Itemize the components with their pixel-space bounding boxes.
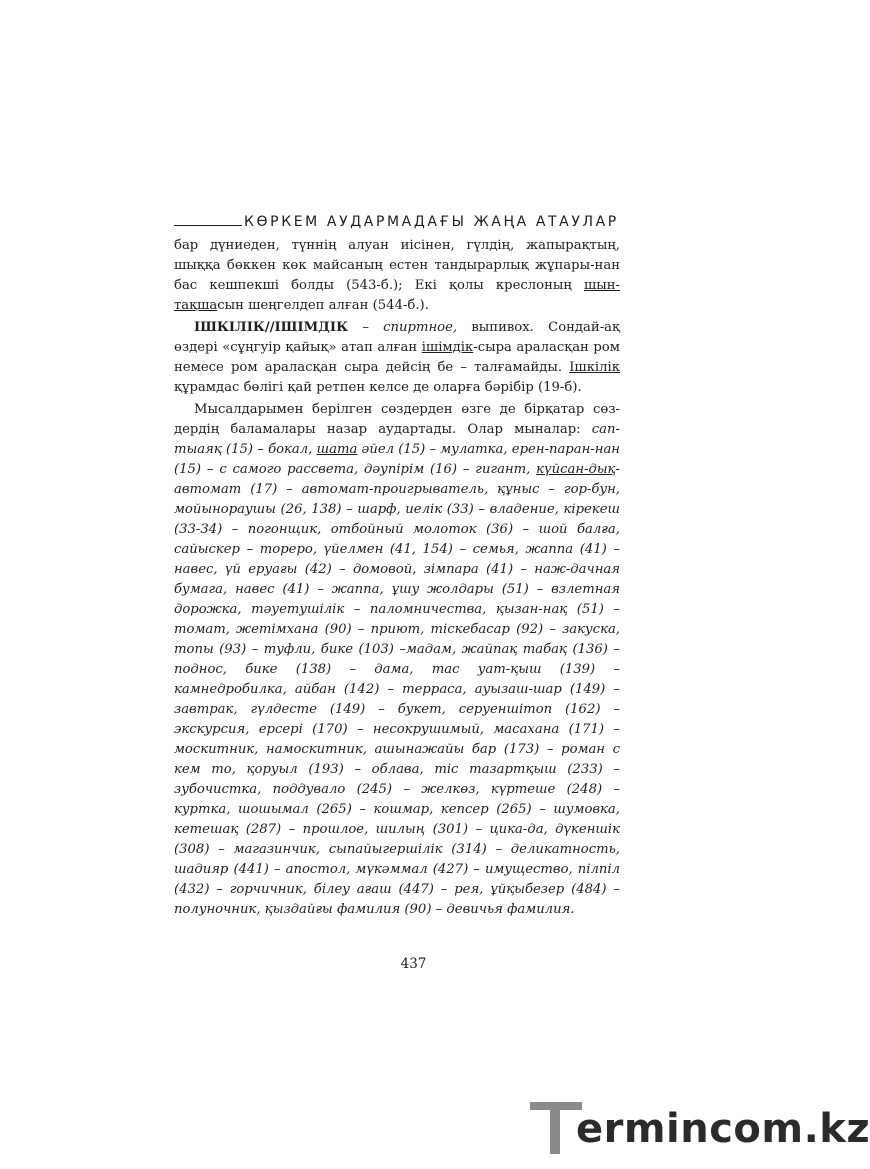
text-run: Мысалдарымен берілген сөздерден өзге де бірқатар сөз-дердің баламалары назар аудартады. Олар мыналар: bbox=[174, 402, 620, 437]
text-run: сын шеңгелдеп алған (544-б.). bbox=[217, 298, 429, 313]
underlined-term: шата bbox=[316, 442, 358, 457]
paragraph-3 bbox=[174, 400, 620, 920]
watermark-text: ermincom.kz bbox=[576, 1106, 870, 1152]
header-rule bbox=[174, 224, 242, 226]
text-run: әйел (15) – мулатка, ерен-паран-нан (15) – с самого рассвета, дәупірім (16) – гигант, bbox=[174, 442, 620, 477]
text-run: – bbox=[348, 320, 384, 335]
page-number: 437 bbox=[400, 956, 427, 972]
watermark-logo bbox=[524, 1098, 870, 1160]
text-run: бар дүниеден, түннің алуан иісінен, гүлдің, жапырақтың, шыққа бөккен көк майсаның естен тандырарлық жұпары-нан бас кешпекші болды (543-б.); Екі қолы креслоның bbox=[174, 238, 620, 293]
underlined-term: шын-тақша bbox=[174, 278, 620, 313]
logo-t-icon bbox=[530, 1102, 582, 1156]
entry-headword: ІШКІЛІК//ІШІМДІК bbox=[194, 320, 349, 335]
text-run: құрамдас бөлігі қай ретпен келсе де оларға бәрібір (19-б). bbox=[174, 380, 582, 395]
body-text bbox=[174, 236, 620, 920]
running-header bbox=[174, 212, 620, 232]
paragraph-2 bbox=[174, 318, 620, 398]
header-title: КӨРКЕМ АУДАРМАДАҒЫ ЖАҢА АТАУЛАР bbox=[244, 214, 619, 230]
paragraph-1 bbox=[174, 236, 620, 316]
underlined-term: күйсан-дық bbox=[536, 462, 616, 477]
italic-translation: спиртное, bbox=[383, 320, 458, 335]
underlined-term: Ішкілік bbox=[569, 360, 620, 375]
text-run: сап-тыаяқ (15) – бокал, bbox=[174, 422, 620, 457]
italic-list bbox=[174, 422, 620, 917]
text-run: -сыра араласқан ром немесе ром араласқан сыра дейсің бе – талғамайды. bbox=[174, 340, 620, 375]
text-run: -автомат (17) – автомат-проигрыватель, құныс – гор-бун, мойынораушы (26, 138) – шарф, иелік (33) – владение, кірекеш (33-34) – погонщик, отбойный молоток (36) – шой балға, сайыскер – тореро, үйелмен (41, 154) – семья, жаппа (41) – навес, үй еруағы (42) – домовой, зімпара (41) – наж-дачная бумага, навес (41) – жаппа, ұшу жолдары (51) – взлетная дорожка, тәуетушілік – паломничества, қызан-нақ (51) – томат, жетімхана (90) – приют, тіскебасар (92) – закуска, топы (93) – туфли, бике (103) –мадам, жайпақ табақ (136) – поднос, бике (138) – дама, тас уат-қыш (139) – камнедробилка, айбан (142) – терраса, ауызаш-шар (149) – завтрак, гүлдесте (149) – букет, серуеншітоп (162) – экскурсия, ерсері (170) – несокрушимый, масахана (171) – москитник, намоскитник, ашынажайы бар (173) – роман с кем то, қоруыл (193) – облава, тіс тазартқыш (233) – зубочистка, поддувало (245) – желкөз, күртеше (248) – куртка, шошымал (265) – кошмар, кепсер (265) – шумовка, кетешақ (287) – прошлое, шилың (301) – цика-да, дүкеншік (308) – магазинчик, сыпайыгершілік (314) – деликатность, шадияр (441) – апостол, мүкәммал (427) – имущество, пілпіл (432) – горчичник, білеу ағаш (447) – рея, ұйқыбезер (484) – полуночник, қыздайғы фамилия (90) – девичья фамилия. bbox=[174, 462, 620, 917]
text-run: выпивох. Сондай-ақ өздері «сұңгуір қайық» атап алған bbox=[174, 320, 621, 355]
underlined-term: ішімдік bbox=[421, 340, 474, 355]
